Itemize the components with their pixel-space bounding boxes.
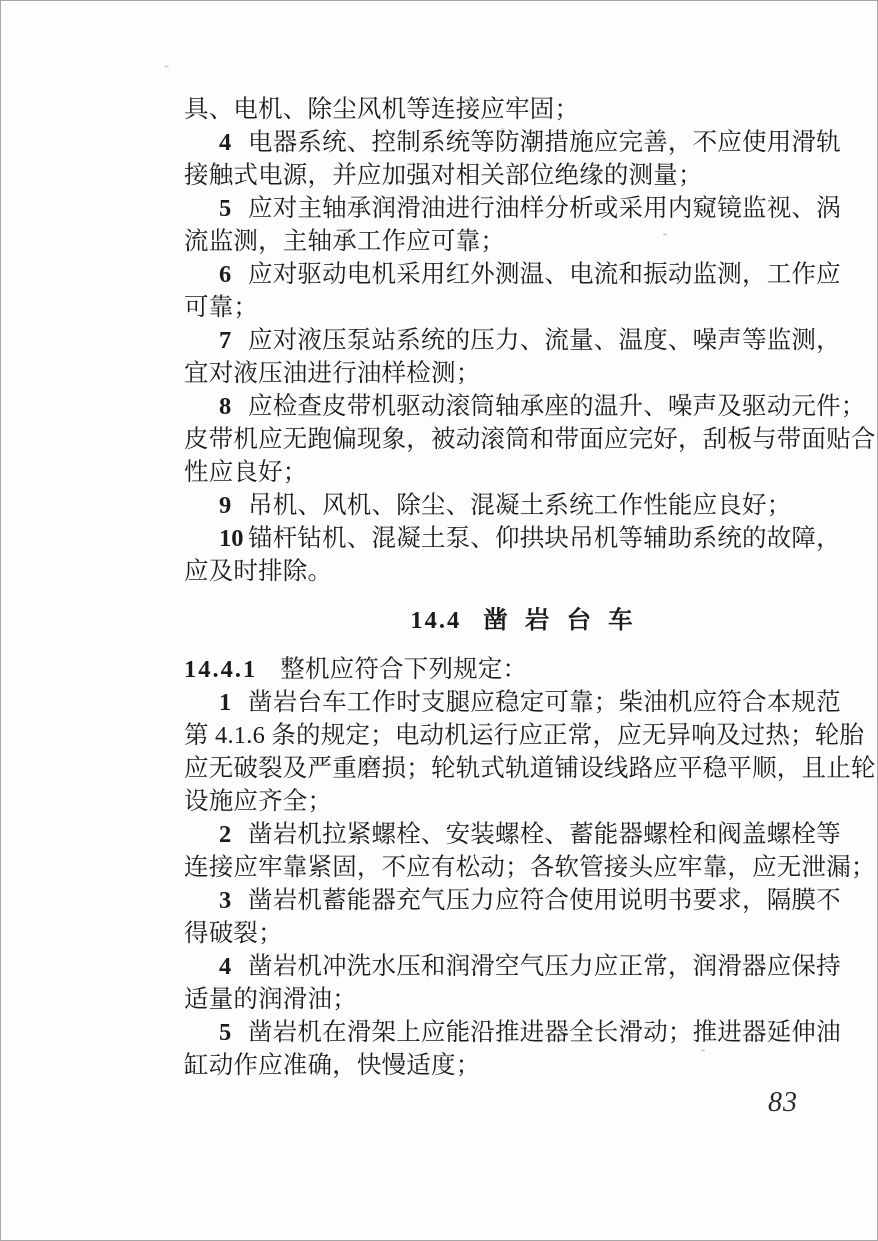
item-number: 9 [219,492,232,519]
item-number: 2 [219,821,232,848]
text-line [184,159,862,192]
scan-speck [501,128,505,131]
numbered-item-line [184,1016,862,1049]
numbered-item-line [184,950,862,983]
line-text: 可靠； [184,294,259,321]
line-text: 凿岩机冲洗水压和润滑空气压力应正常，润滑器应保持 [248,953,841,980]
text-line [184,456,862,489]
line-text: 锚杆钻机、混凝土泵、仰拱块吊机等辅助系统的故障， [248,525,841,552]
item-number: 4 [219,953,232,980]
text-line [184,785,862,818]
text-line [184,555,862,588]
item-number: 3 [219,887,232,914]
line-text: 缸动作应准确，快慢适度； [184,1052,481,1079]
item-number: 5 [219,195,232,222]
numbered-item-line [184,522,862,555]
line-text: 凿岩机拉紧螺栓、安装螺栓、蓄能器螺栓和阀盖螺栓等 [248,821,841,848]
line-text: 性应良好； [184,459,308,486]
item-number: 8 [219,393,232,420]
line-text: 应检查皮带机驱动滚筒轴承座的温升、噪声及驱动元件； [248,393,866,420]
line-text: 吊机、风机、除尘、混凝土系统工作性能应良好； [248,492,792,519]
clause-text: 整机应符合下列规定： [280,656,528,683]
scan-speck [164,65,169,68]
numbered-item-line [184,686,862,719]
line-text: 应无破裂及严重磨损；轮轨式轨道铺设线路应平稳平顺，且止轮 [184,755,876,782]
line-text: 凿岩机在滑架上应能沿推进器全长滑动；推进器延伸油 [248,1019,841,1046]
line-text: 应对液压泵站系统的压力、流量、温度、噪声等监测， [248,327,841,354]
section-heading-title: 凿 岩 台 车 [483,607,636,634]
text-body [184,93,876,1082]
line-text: 具、电机、除尘风机等连接应牢固； [184,96,580,123]
line-text: 宜对液压油进行油样检测； [184,360,481,387]
text-line [184,983,862,1016]
text-line [184,851,876,884]
section-heading [184,604,862,637]
item-number: 1 [219,689,232,716]
page-number: 83 [768,1087,798,1118]
item-number: 5 [219,1019,232,1046]
text-line [184,917,862,950]
line-text: 适量的润滑油； [184,986,357,1013]
numbered-item-line [184,818,862,851]
clause-number: 14.4.1 [184,656,258,683]
line-text: 接触式电源，并应加强对相关部位绝缘的测量； [184,162,703,189]
text-line [184,719,865,752]
numbered-item-line [184,390,866,423]
scan-speck [701,1049,705,1052]
item-number: 6 [219,261,232,288]
line-text: 应对主轴承润滑油进行油样分析或采用内窥镜监视、涡 [248,195,841,222]
line-text: 凿岩台车工作时支腿应稳定可靠；柴油机应符合本规范 [248,689,841,716]
text-line [184,423,876,456]
item-number: 10 [219,525,244,552]
scan-speck [663,233,667,236]
clause-lines-bottom [184,686,876,1082]
line-text: 应对驱动电机采用红外测温、电流和振动监测，工作应 [248,261,841,288]
line-text: 连接应牢靠紧固，不应有松动；各软管接头应牢靠，应无泄漏； [184,854,876,881]
numbered-item-line [184,258,862,291]
text-line [184,752,876,785]
clause-line [184,653,862,686]
line-text: 凿岩机蓄能器充气压力应符合使用说明书要求，隔膜不 [248,887,841,914]
item-number: 7 [219,327,232,354]
numbered-item-line [184,126,862,159]
text-line [184,93,862,126]
numbered-item-line [184,192,862,225]
text-line [184,357,862,390]
text-line [184,1049,862,1082]
text-line [184,291,862,324]
numbered-item-line [184,324,862,357]
numbered-item-line [184,489,862,522]
line-text: 第 4.1.6 条的规定；电动机运行应正常，应无异响及过热；轮胎 [184,722,865,749]
line-text: 得破裂； [184,920,283,947]
line-text: 设施应齐全； [184,788,333,815]
item-number: 4 [219,129,232,156]
line-text: 应及时排除。 [184,558,333,585]
line-text: 皮带机应无跑偏现象，被动滚筒和带面应完好，刮板与带面贴合 [184,426,876,453]
numbered-item-line [184,884,862,917]
line-text: 电器系统、控制系统等防潮措施应完善，不应使用滑轨 [248,129,841,156]
text-line [184,225,862,258]
clause-lines-top [184,93,876,588]
section-heading-number: 14.4 [410,607,462,634]
line-text: 流监测，主轴承工作应可靠； [184,228,506,255]
